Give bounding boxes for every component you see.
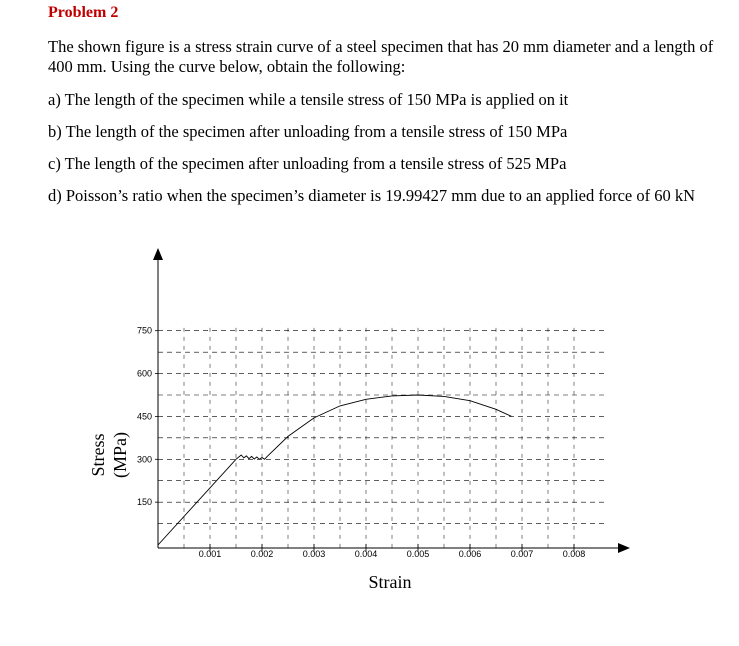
- x-tick-label: 0.005: [406, 549, 430, 559]
- question-a: a) The length of the specimen while a tensile stress of 150 MPa is applied on it: [48, 90, 569, 109]
- y-axis-arrow: [153, 248, 163, 260]
- x-tick-label: 0.006: [458, 549, 482, 559]
- question-c: c) The length of the specimen after unloading from a tensile stress of 525 MPa: [48, 154, 567, 173]
- y-tick-label: 150: [136, 497, 152, 508]
- x-axis-title: Strain: [368, 572, 412, 592]
- x-tick-label: 0.001: [198, 549, 222, 559]
- x-axis-arrow: [618, 543, 630, 553]
- x-tick-label: 0.003: [302, 549, 326, 559]
- problem-title: Problem 2: [48, 4, 119, 21]
- x-tick-label: 0.008: [562, 549, 586, 559]
- x-tick-label: 0.004: [354, 549, 378, 559]
- y-tick-labels: [137, 326, 158, 507]
- x-tick-label: 0.007: [510, 549, 534, 559]
- y-tick-label: 450: [136, 411, 152, 422]
- y-tick-label: 300: [136, 454, 152, 465]
- x-tick-label: 0.002: [250, 549, 274, 559]
- question-d: d) Poisson’s ratio when the specimen’s diameter is 19.99427 mm due to an applied force of 60 kN: [48, 186, 696, 205]
- chart-axes: [153, 248, 630, 553]
- problem-intro: The shown figure is a stress strain curve of a steel specimen that has 20 mm diameter and a length of 400 mm. Using the curve below, obtain the following:: [48, 37, 714, 76]
- stress-strain-curve: [158, 395, 512, 545]
- y-axis-title-line2: (MPa): [110, 432, 130, 478]
- y-tick-label: 750: [136, 325, 152, 336]
- question-b: b) The length of the specimen after unloading from a tensile stress of 150 MPa: [48, 122, 568, 141]
- chart-grid: [158, 328, 604, 548]
- y-axis-title-line1: Stress: [88, 433, 108, 477]
- y-tick-label: 600: [136, 368, 152, 379]
